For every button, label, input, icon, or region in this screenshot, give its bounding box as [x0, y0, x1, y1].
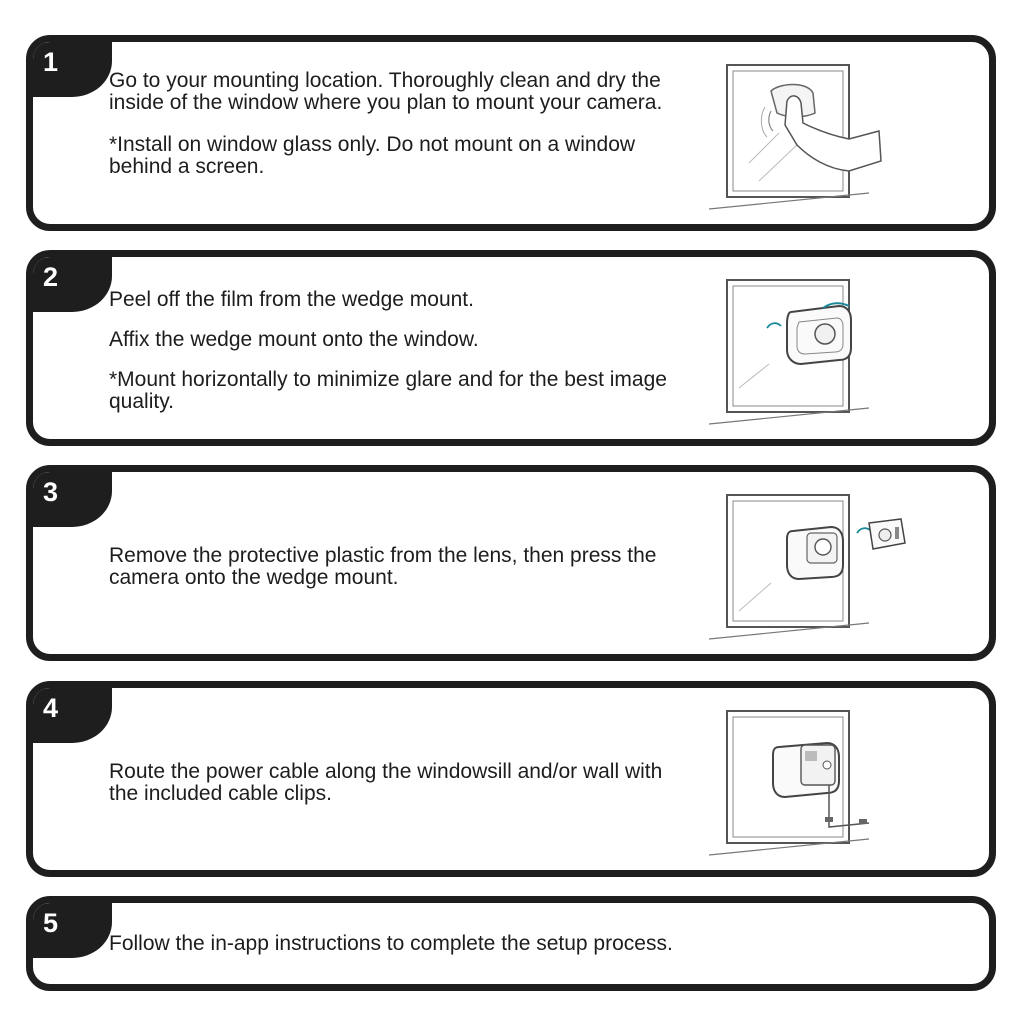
step-number-2: 2 — [26, 250, 112, 312]
step-2-text — [109, 289, 669, 413]
hand-cleaning-window-icon — [709, 53, 919, 223]
step-1-text — [109, 70, 669, 178]
cable-routing-icon — [709, 699, 919, 869]
step-5-text — [109, 933, 929, 955]
step-2-note: *Mount horizontally to minimize glare and for the best image quality. — [109, 368, 667, 413]
step-number-3: 3 — [26, 465, 112, 527]
step-1-instruction: Go to your mounting location. Thoroughly clean and dry the inside of the window where you plan to mount your camera. — [109, 69, 663, 114]
step-5-instruction: Follow the in-app instructions to complete the setup process. — [109, 932, 673, 955]
step-2-affix: Affix the wedge mount onto the window. — [109, 328, 479, 351]
step-number-1: 1 — [26, 35, 112, 97]
step-card-3 — [26, 465, 996, 661]
step-4-instruction: Route the power cable along the windowsill and/or wall with the included cable clips. — [109, 760, 663, 805]
step-3-text — [109, 545, 669, 589]
step-card-2 — [26, 250, 996, 446]
step-1-note: *Install on window glass only. Do not mount on a window behind a screen. — [109, 133, 636, 178]
step-4-text — [109, 761, 669, 805]
step-number-5: 5 — [26, 896, 112, 958]
step-number-4: 4 — [26, 681, 112, 743]
step-card-4 — [26, 681, 996, 877]
camera-onto-mount-icon — [709, 483, 919, 653]
step-card-5 — [26, 896, 996, 991]
step-2-peel: Peel off the film from the wedge mount. — [109, 288, 474, 311]
step-card-1 — [26, 35, 996, 231]
step-3-instruction: Remove the protective plastic from the lens, then press the camera onto the wedge mount. — [109, 544, 657, 589]
wedge-mount-on-window-icon — [709, 268, 919, 438]
